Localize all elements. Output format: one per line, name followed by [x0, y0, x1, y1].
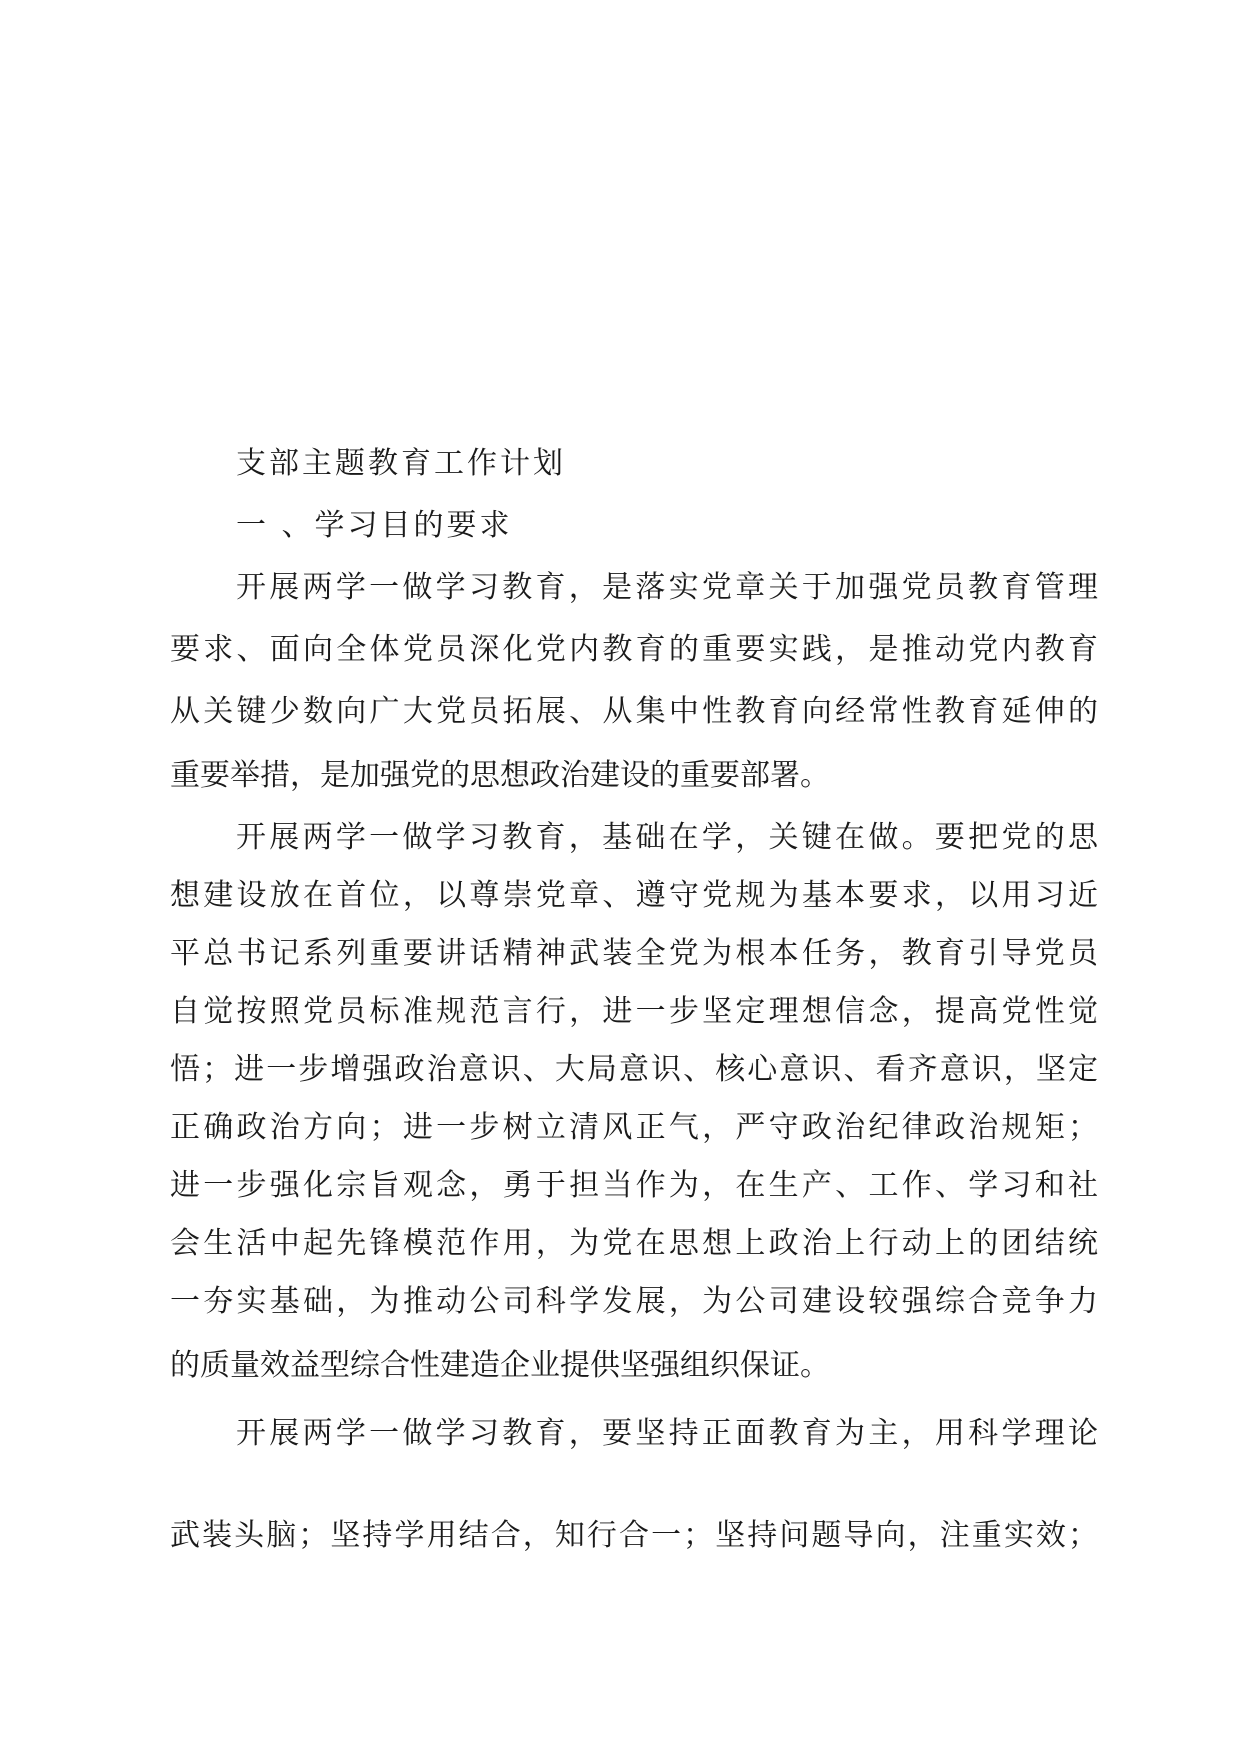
paragraph-line: 正确政治方向；进一步树立清风正气，严守政治纪律政治规矩； — [170, 1110, 1098, 1145]
paragraph-line: 一夯实基础，为推动公司科学发展，为公司建设较强综合竞争力 — [170, 1284, 1098, 1319]
paragraph-line: 开展两学一做学习教育，是落实党章关于加强党员教育管理 — [236, 570, 1098, 605]
paragraph-line: 想建设放在首位，以尊崇党章、遵守党规为基本要求，以用习近 — [170, 878, 1098, 913]
paragraph-line: 重要举措，是加强党的思想政治建设的重要部署。 — [170, 758, 830, 793]
paragraph-line: 开展两学一做学习教育，基础在学，关键在做。要把党的思 — [236, 820, 1098, 855]
paragraph-line: 武装头脑；坚持学用结合，知行合一；坚持问题导向，注重实效； — [170, 1518, 1098, 1553]
paragraph-line: 自觉按照党员标准规范言行，进一步坚定理想信念，提高党性觉 — [170, 994, 1098, 1029]
section-heading: 一 、学习目的要求 — [236, 508, 513, 543]
paragraph-line: 的质量效益型综合性建造企业提供坚强组织保证。 — [170, 1348, 830, 1383]
paragraph-line: 平总书记系列重要讲话精神武装全党为根本任务，教育引导党员 — [170, 936, 1098, 971]
document-title: 支部主题教育工作计划 — [236, 446, 566, 481]
paragraph-line: 要求、面向全体党员深化党内教育的重要实践，是推动党内教育 — [170, 632, 1098, 667]
paragraph-line: 悟；进一步增强政治意识、大局意识、核心意识、看齐意识，坚定 — [170, 1052, 1098, 1087]
paragraph-line: 从关键少数向广大党员拓展、从集中性教育向经常性教育延伸的 — [170, 694, 1098, 729]
paragraph-line: 会生活中起先锋模范作用，为党在思想上政治上行动上的团结统 — [170, 1226, 1098, 1261]
paragraph-line: 进一步强化宗旨观念，勇于担当作为，在生产、工作、学习和社 — [170, 1168, 1098, 1203]
paragraph-line: 开展两学一做学习教育，要坚持正面教育为主，用科学理论 — [236, 1416, 1098, 1451]
